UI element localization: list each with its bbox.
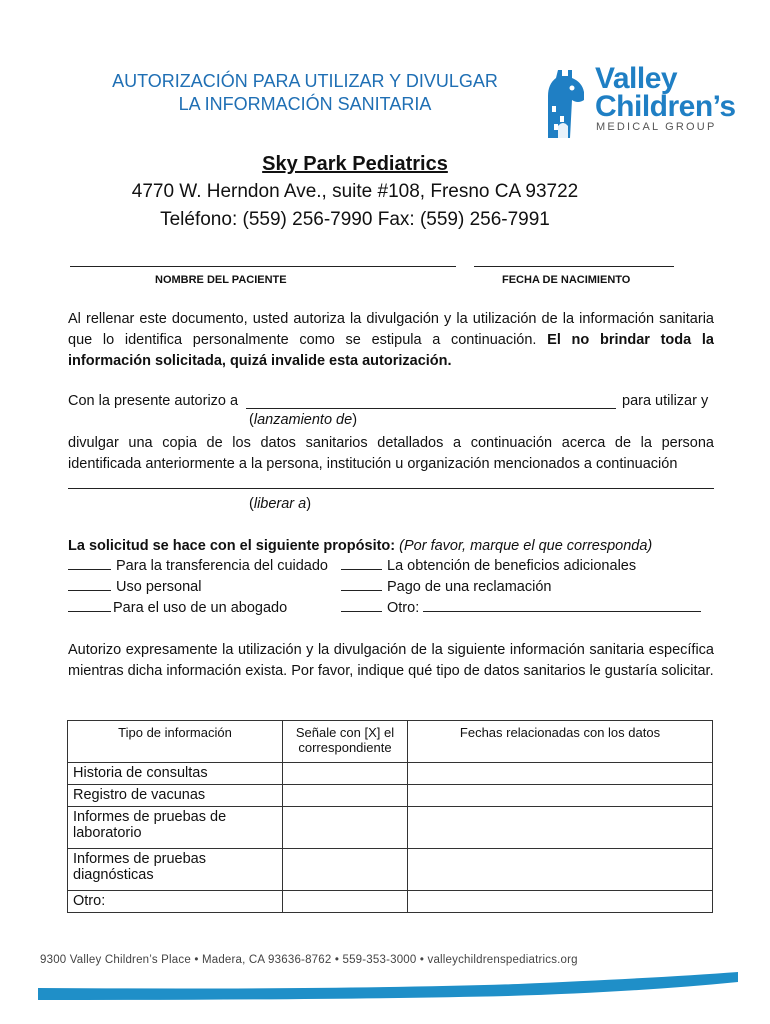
table-cell-dates[interactable] <box>408 849 713 891</box>
patient-name-label: NOMBRE DEL PACIENTE <box>155 274 287 286</box>
table-row <box>68 785 713 807</box>
form-title-line2: LA INFORMACIÓN SANITARIA <box>178 94 432 114</box>
table-cell-type: Historia de consultas <box>68 763 283 785</box>
purpose-option-transfer[interactable] <box>68 558 328 574</box>
logo-word-childrens: Children’s <box>595 90 736 123</box>
table-cell-type: Informes de pruebas diagnósticas <box>68 849 283 891</box>
table-header-mark: Señale con [X] el correspondiente <box>283 721 408 763</box>
purpose-option-label: Para la transferencia del cuidado <box>116 558 328 574</box>
purpose-option-label: Uso personal <box>116 579 202 595</box>
table-row <box>68 763 713 785</box>
practice-name: Sky Park Pediatrics <box>262 153 448 175</box>
table-cell-dates[interactable] <box>408 785 713 807</box>
table-cell-mark[interactable] <box>283 807 408 849</box>
dob-field[interactable] <box>474 266 674 267</box>
purpose-heading: La solicitud se hace con el siguiente propósito: <box>68 538 396 554</box>
intro-text: Al rellenar este documento, usted autoriza la divulgación y la utilización de la información sanitaria que lo identifica personalmente como se estipula a continuación. <box>68 311 714 348</box>
release-to-caption: (liberar a) <box>249 496 312 512</box>
footer-swoosh <box>38 972 738 1000</box>
release-from-field[interactable] <box>246 408 616 409</box>
purpose-option-personal[interactable] <box>68 579 201 595</box>
info-type-table <box>67 720 713 913</box>
table-cell-dates[interactable] <box>408 807 713 849</box>
table-cell-mark[interactable] <box>283 785 408 807</box>
practice-address: 4770 W. Herndon Ave., suite #108, Fresno CA 93722 <box>131 181 579 202</box>
table-row <box>68 891 713 913</box>
table-cell-mark[interactable] <box>283 849 408 891</box>
table-cell-type: Informes de pruebas de laboratorio <box>68 807 283 849</box>
purpose-option-label: Pago de una reclamación <box>387 579 552 595</box>
checkbox-line[interactable] <box>341 569 382 570</box>
table-header-dates: Fechas relacionadas con los datos <box>408 721 713 763</box>
purpose-option-other[interactable] <box>341 600 701 616</box>
checkbox-line[interactable] <box>68 590 111 591</box>
logo-word-valley: Valley <box>595 62 678 95</box>
checkbox-line[interactable] <box>341 611 382 612</box>
logo-word-medical-group: MEDICAL GROUP <box>596 121 717 133</box>
table-cell-mark[interactable] <box>283 763 408 785</box>
release-body: divulgar una copia de los datos sanitarios detallados a continuación acerca de la persona identificada anteriormente a la persona, institución u organización mencionados a continuación <box>68 435 714 472</box>
release-suffix: para utilizar y <box>622 393 709 409</box>
purpose-option-label: La obtención de beneficios adicionales <box>387 558 637 574</box>
giraffe-logo-icon <box>538 66 590 138</box>
form-title-line1: AUTORIZACIÓN PARA UTILIZAR Y DIVULGAR <box>112 71 498 91</box>
table-cell-mark[interactable] <box>283 891 408 913</box>
table-cell-type: Otro: <box>68 891 283 913</box>
table-header-row <box>68 721 713 763</box>
purpose-option-claim[interactable] <box>341 579 551 595</box>
footer-address: 9300 Valley Children’s Place • Madera, CA 93636-8762 • 559-353-3000 • valleychildrenspediatrics.org <box>40 954 578 966</box>
intro-warning: El no brindar toda la información solicitada, quizá invalide esta autorización. <box>68 332 714 369</box>
purpose-other-field[interactable] <box>423 611 701 612</box>
checkbox-line[interactable] <box>68 611 111 612</box>
table-row <box>68 849 713 891</box>
release-to-field[interactable] <box>68 488 714 489</box>
release-to-label: liberar a <box>253 496 307 512</box>
checkbox-line[interactable] <box>341 590 382 591</box>
authorize-paragraph: Autorizo expresamente la utilización y la divulgación de la siguiente información sanitaria específica mientras dicha información exista. Por favor, indique qué tipo de datos sanitarios le gustaría solicitar. <box>68 642 714 679</box>
release-from-label: lanzamiento de <box>253 412 353 428</box>
table-row <box>68 807 713 849</box>
intro-paragraph <box>68 309 714 372</box>
checkbox-line[interactable] <box>68 569 111 570</box>
patient-name-field[interactable] <box>70 266 456 267</box>
purpose-option-benefits[interactable] <box>341 558 636 574</box>
table-cell-dates[interactable] <box>408 763 713 785</box>
form-title <box>60 70 550 116</box>
release-prefix: Con la presente autorizo a <box>68 393 239 409</box>
table-cell-dates[interactable] <box>408 891 713 913</box>
purpose-heading-row <box>68 538 652 554</box>
purpose-hint: (Por favor, marque el que corresponda) <box>399 538 653 554</box>
purpose-option-attorney[interactable] <box>68 600 287 616</box>
release-from-caption: (lanzamiento de) <box>249 412 358 428</box>
purpose-option-label: Para el uso de un abogado <box>113 600 288 616</box>
dob-label: FECHA DE NACIMIENTO <box>502 274 631 286</box>
table-cell-type: Registro de vacunas <box>68 785 283 807</box>
purpose-option-label: Otro: <box>387 600 420 616</box>
table-header-type: Tipo de información <box>68 721 283 763</box>
practice-phone-fax: Teléfono: (559) 256-7990 Fax: (559) 256-7991 <box>160 209 550 230</box>
